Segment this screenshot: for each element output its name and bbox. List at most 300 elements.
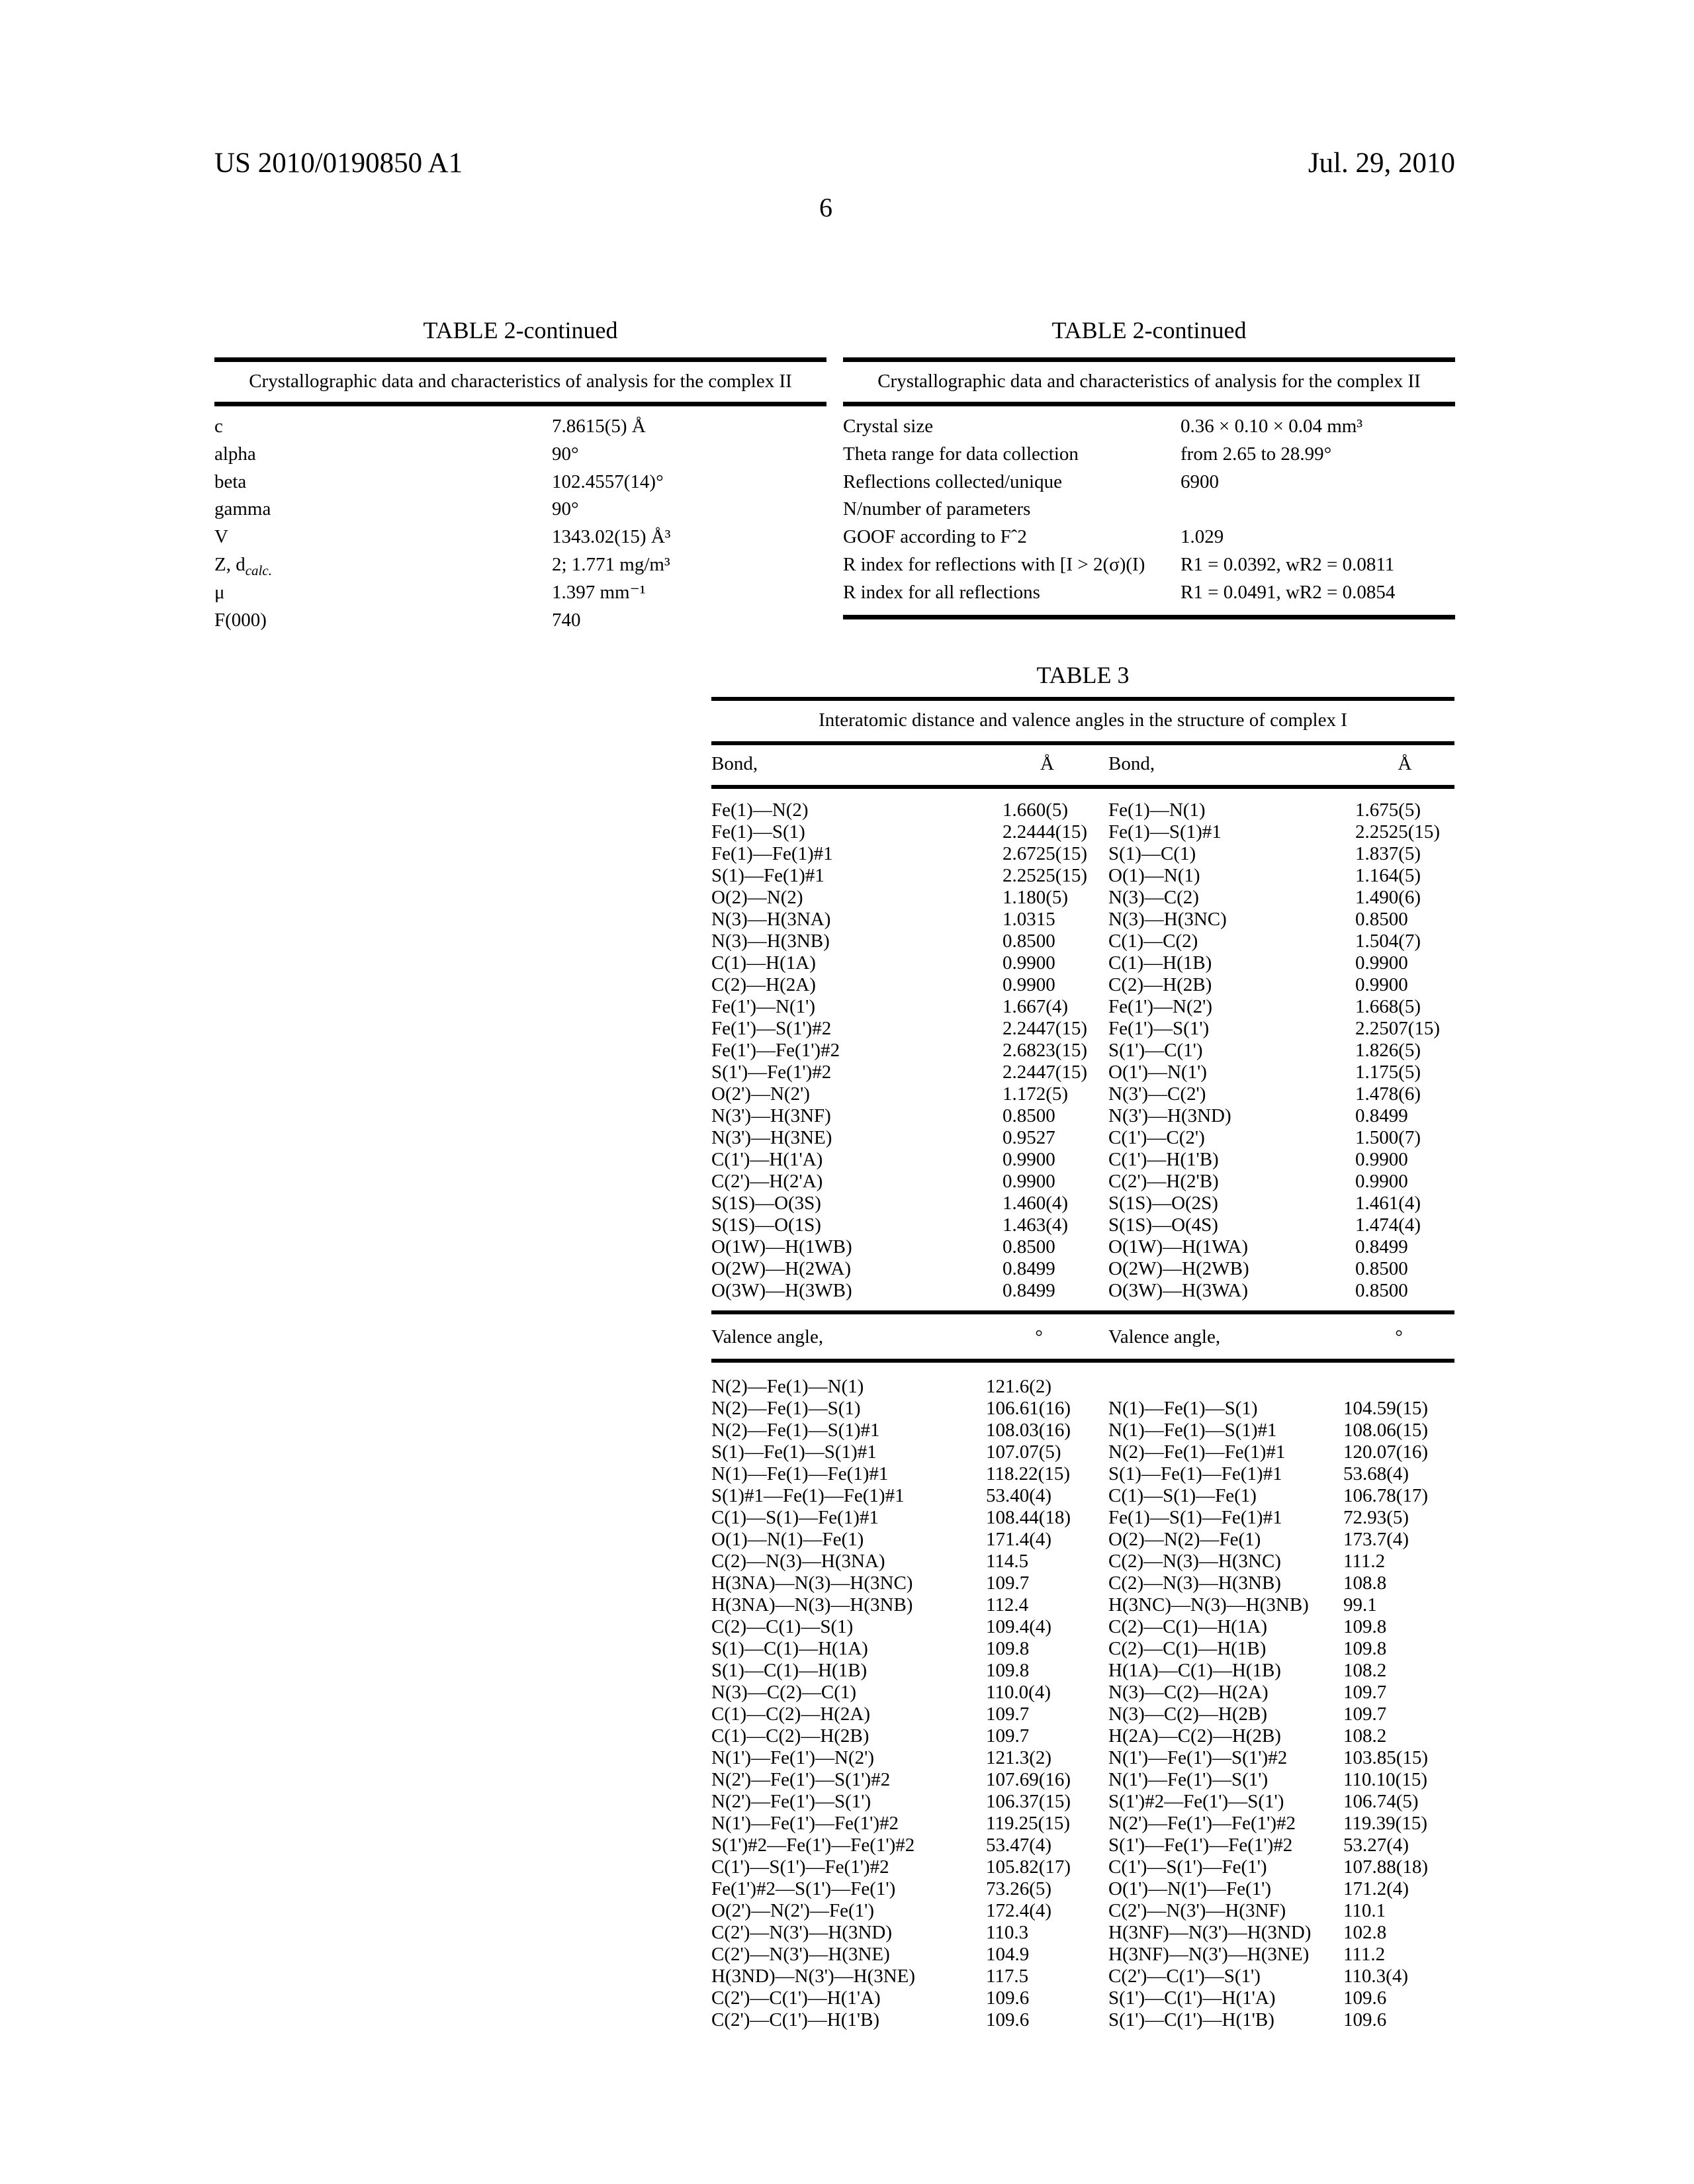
angle-2-value: 111.2 xyxy=(1343,1944,1386,1965)
bond-2-distance: 0.8499 xyxy=(1355,1236,1408,1257)
table-row xyxy=(843,526,1455,554)
patent-number: US 2010/0190850 A1 xyxy=(214,148,463,179)
bond-1-distance: 1.463(4) xyxy=(1003,1214,1069,1236)
bond-2-distance: 1.175(5) xyxy=(1355,1062,1421,1083)
bond-row xyxy=(711,909,1454,931)
angle-2: S(1')#2—Fe(1')—S(1') xyxy=(1108,1791,1284,1812)
angle-1-value: 108.03(16) xyxy=(986,1420,1071,1441)
angle-2-value: 108.2 xyxy=(1343,1660,1387,1681)
row-label: Crystal size xyxy=(843,416,934,437)
angle-2: N(1')—Fe(1')—S(1')#2 xyxy=(1108,1747,1288,1768)
angle-2-value: 108.8 xyxy=(1343,1572,1387,1594)
angle-row xyxy=(711,1485,1454,1507)
angle-row xyxy=(711,1572,1454,1594)
angle-row xyxy=(711,1376,1454,1398)
bond-1-distance: 2.2444(15) xyxy=(1003,821,1088,842)
angle-1-value: 109.7 xyxy=(986,1704,1030,1725)
angle-row xyxy=(711,1682,1454,1704)
row-value: R1 = 0.0491, wR2 = 0.0854 xyxy=(1181,581,1396,603)
bond-row xyxy=(711,1171,1454,1193)
angle-2-value: 173.7(4) xyxy=(1343,1529,1409,1550)
angle-1-value: 118.22(15) xyxy=(986,1463,1070,1484)
angle-1: S(1)—Fe(1)—S(1)#1 xyxy=(711,1441,877,1463)
angle-2-value: 53.68(4) xyxy=(1343,1463,1409,1484)
table-rule xyxy=(214,402,826,406)
angle-2: C(2)—C(1)—H(1B) xyxy=(1108,1638,1267,1659)
bond-1: Fe(1')—Fe(1')#2 xyxy=(711,1040,840,1061)
bond-2: O(2W)—H(2WB) xyxy=(1108,1258,1249,1279)
bond-2: N(3)—H(3NC) xyxy=(1108,909,1227,930)
bond-row xyxy=(711,821,1454,843)
bond-1-distance: 2.2447(15) xyxy=(1003,1062,1088,1083)
angle-2-value: 109.8 xyxy=(1343,1616,1387,1637)
bond-row xyxy=(711,1105,1454,1127)
angle-1-value: 121.3(2) xyxy=(986,1747,1052,1768)
bond-2-distance: 1.500(7) xyxy=(1355,1127,1421,1148)
table-rule xyxy=(214,357,826,362)
angle-1: S(1)—C(1)—H(1A) xyxy=(711,1638,868,1659)
table-rule xyxy=(711,1359,1454,1363)
angle-1-value: 109.8 xyxy=(986,1660,1030,1681)
bond-row xyxy=(711,1018,1454,1040)
bond-row xyxy=(711,974,1454,996)
table-row xyxy=(214,416,826,443)
bond-2: S(1)—C(1) xyxy=(1108,843,1196,864)
bond-1-distance: 2.2525(15) xyxy=(1003,865,1088,886)
angle-2: H(2A)—C(2)—H(2B) xyxy=(1108,1725,1281,1747)
bond-2-distance: 0.9900 xyxy=(1355,1171,1408,1192)
bond-1: O(2')—N(2') xyxy=(711,1083,810,1105)
angle-row xyxy=(711,1966,1454,1987)
angle-2: N(1')—Fe(1')—S(1') xyxy=(1108,1769,1269,1790)
angle-col1-header: Valence angle, xyxy=(711,1326,824,1347)
angle-1: S(1')#2—Fe(1')—Fe(1')#2 xyxy=(711,1835,915,1856)
bond-row xyxy=(711,1062,1454,1083)
bond-2: N(3)—C(2) xyxy=(1108,887,1199,908)
bond-2: O(3W)—H(3WA) xyxy=(1108,1280,1248,1301)
angle-row xyxy=(711,1616,1454,1638)
bond-2: O(1)—N(1) xyxy=(1108,865,1200,886)
table-row xyxy=(214,610,826,637)
table-row xyxy=(843,554,1455,582)
bond-1: S(1')—Fe(1')#2 xyxy=(711,1062,832,1083)
row-value: 90° xyxy=(552,443,579,465)
bond-2: N(3')—C(2') xyxy=(1108,1083,1206,1105)
bond-1: S(1S)—O(1S) xyxy=(711,1214,821,1236)
bond-1: N(3')—H(3NE) xyxy=(711,1127,832,1148)
table-row xyxy=(214,582,826,610)
angle-1: O(1)—N(1)—Fe(1) xyxy=(711,1529,864,1550)
bond-1-distance: 0.8500 xyxy=(1003,1105,1055,1126)
angle-1-value: 107.07(5) xyxy=(986,1441,1061,1463)
bond-1-distance: 1.667(4) xyxy=(1003,996,1069,1017)
table-subtitle: Crystallographic data and characteristics of analysis for the complex II xyxy=(877,371,1421,392)
row-value: 7.8615(5) Å xyxy=(552,416,646,437)
bond-1-distance: 2.2447(15) xyxy=(1003,1018,1088,1039)
angle-row xyxy=(711,1769,1454,1791)
angle-1-value: 104.9 xyxy=(986,1944,1030,1965)
bond-row xyxy=(711,843,1454,865)
angle-1-value: 112.4 xyxy=(986,1594,1029,1615)
table-rows xyxy=(214,416,826,637)
bond-row xyxy=(711,865,1454,887)
bond-1-distance: 0.9900 xyxy=(1003,952,1055,974)
bond-2: C(1)—C(2) xyxy=(1108,931,1198,952)
row-label: Theta range for data collection xyxy=(843,443,1079,465)
bond-1: O(2)—N(2) xyxy=(711,887,803,908)
table-subtitle: Crystallographic data and characteristics of analysis for the complex II xyxy=(249,371,792,392)
angle-2: O(1')—N(1')—Fe(1') xyxy=(1108,1878,1272,1899)
angle-1-value: 110.3 xyxy=(986,1922,1029,1943)
angle-1-value: 107.69(16) xyxy=(986,1769,1071,1790)
bond-unit2-header: Å xyxy=(1398,753,1412,774)
row-value: 740 xyxy=(552,609,581,631)
angle-2 xyxy=(1108,1376,1343,1398)
angle-1-value: 109.6 xyxy=(986,1987,1030,2009)
bond-2: Fe(1)—N(1) xyxy=(1108,799,1206,821)
bond-1-distance: 0.8499 xyxy=(1003,1280,1055,1301)
row-label: R index for all reflections xyxy=(843,581,1040,603)
bond-row xyxy=(711,996,1454,1018)
bond-2: Fe(1')—N(2') xyxy=(1108,996,1213,1017)
bond-2: C(1)—H(1B) xyxy=(1108,952,1212,974)
row-label: alpha xyxy=(214,443,256,465)
bond-1-distance: 1.172(5) xyxy=(1003,1083,1069,1105)
angle-2: C(2')—C(1')—S(1') xyxy=(1108,1966,1261,1987)
row-value: 6900 xyxy=(1181,471,1219,492)
angle-rows xyxy=(711,1376,1454,2031)
angle-2-value: 102.8 xyxy=(1343,1922,1387,1943)
bond-2-distance: 1.668(5) xyxy=(1355,996,1421,1017)
angle-row xyxy=(711,1835,1454,1856)
bond-2-distance: 1.490(6) xyxy=(1355,887,1421,908)
bond-1-distance: 1.460(4) xyxy=(1003,1193,1069,1214)
angle-2: C(2')—N(3')—H(3NF) xyxy=(1108,1900,1286,1921)
angle-2: S(1')—C(1')—H(1'B) xyxy=(1108,2009,1274,2030)
bond-2: C(2')—H(2'B) xyxy=(1108,1171,1219,1192)
bond-1-distance: 0.9900 xyxy=(1003,974,1055,995)
angle-row xyxy=(711,1878,1454,1900)
row-label: N/number of parameters xyxy=(843,498,1031,520)
table-row xyxy=(214,526,826,554)
bond-row xyxy=(711,1149,1454,1171)
bond-2-distance: 0.9900 xyxy=(1355,952,1408,974)
row-value: 1.397 mm⁻¹ xyxy=(552,581,646,603)
bond-2: C(1')—C(2') xyxy=(1108,1127,1205,1148)
row-value: 0.36 × 0.10 × 0.04 mm³ xyxy=(1181,416,1363,437)
angle-2: C(2)—C(1)—H(1A) xyxy=(1108,1616,1268,1637)
angle-row xyxy=(711,1660,1454,1682)
row-label: c xyxy=(214,416,223,437)
row-value: 1343.02(15) Å³ xyxy=(552,526,671,548)
table3 xyxy=(711,662,1454,2031)
angle-2: C(1')—S(1')—Fe(1') xyxy=(1108,1856,1267,1878)
publication-date: Jul. 29, 2010 xyxy=(1308,148,1455,179)
row-value: 2; 1.771 mg/m³ xyxy=(552,553,670,575)
angle-2: N(2)—Fe(1)—Fe(1)#1 xyxy=(1108,1441,1286,1463)
bond-1-distance: 0.9900 xyxy=(1003,1149,1055,1170)
angle-row xyxy=(711,1725,1454,1747)
bond-2-distance: 0.8500 xyxy=(1355,1280,1408,1301)
angle-row xyxy=(711,1987,1454,2009)
table-row xyxy=(843,416,1455,443)
angle-1-value: 53.47(4) xyxy=(986,1835,1052,1856)
angle-1: C(2')—C(1')—H(1'A) xyxy=(711,1987,881,2009)
bond-row xyxy=(711,1258,1454,1280)
table-rows xyxy=(843,416,1455,610)
row-label: V xyxy=(214,526,228,548)
bond-1: S(1S)—O(3S) xyxy=(711,1193,821,1214)
angle-2-value: 109.8 xyxy=(1343,1638,1387,1659)
angle-2-value: 53.27(4) xyxy=(1343,1835,1409,1856)
bond-2: N(3')—H(3ND) xyxy=(1108,1105,1231,1126)
bond-2: C(2)—H(2B) xyxy=(1108,974,1212,995)
angle-1-value: 110.0(4) xyxy=(986,1682,1051,1703)
row-label: GOOF according to Fˆ2 xyxy=(843,526,1027,548)
angle-col2-header: Valence angle, xyxy=(1108,1326,1221,1347)
bond-header-row xyxy=(711,753,1454,775)
bond-2: O(1')—N(1') xyxy=(1108,1062,1207,1083)
row-label: beta xyxy=(214,471,247,492)
angle-1: C(1')—S(1')—Fe(1')#2 xyxy=(711,1856,889,1878)
angle-2-value: 107.88(18) xyxy=(1343,1856,1429,1878)
angle-2-value: 109.6 xyxy=(1343,2009,1387,2030)
angle-2: H(3NF)—N(3')—H(3NE) xyxy=(1108,1944,1310,1965)
angle-2-value: 110.3(4) xyxy=(1343,1966,1408,1987)
angle-1: O(2')—N(2')—Fe(1') xyxy=(711,1900,875,1921)
bond-2: S(1')—C(1') xyxy=(1108,1040,1203,1061)
angle-2-value xyxy=(1343,1376,1454,1398)
table-rule xyxy=(711,741,1454,745)
angle-row xyxy=(711,1551,1454,1572)
angle-1-value: 109.8 xyxy=(986,1638,1030,1659)
bond-1-distance: 0.8500 xyxy=(1003,1236,1055,1257)
bond-1: Fe(1')—N(1') xyxy=(711,996,816,1017)
angle-2-value: 119.39(15) xyxy=(1343,1813,1427,1834)
angle-row xyxy=(711,1791,1454,1813)
angle-row xyxy=(711,1441,1454,1463)
bond-row xyxy=(711,1127,1454,1149)
angle-unit1-header: ° xyxy=(1035,1326,1043,1347)
bond-1-distance: 2.6725(15) xyxy=(1003,843,1088,864)
bond-2-distance: 0.9900 xyxy=(1355,974,1408,995)
angle-1-value: 106.37(15) xyxy=(986,1791,1071,1812)
angle-2: H(1A)—C(1)—H(1B) xyxy=(1108,1660,1281,1681)
angle-1: C(2')—N(3')—H(3ND) xyxy=(711,1922,893,1943)
table-rule xyxy=(843,615,1455,619)
angle-1: C(2)—C(1)—S(1) xyxy=(711,1616,854,1637)
angle-1: N(2)—Fe(1)—S(1)#1 xyxy=(711,1420,880,1441)
angle-1-value: 109.4(4) xyxy=(986,1616,1052,1637)
angle-2: Fe(1)—S(1)—Fe(1)#1 xyxy=(1108,1507,1282,1528)
bond-2-distance: 1.837(5) xyxy=(1355,843,1421,864)
bond-2: Fe(1)—S(1)#1 xyxy=(1108,821,1222,842)
angle-1: C(1)—C(2)—H(2A) xyxy=(711,1704,871,1725)
angle-1-value: 109.7 xyxy=(986,1572,1030,1594)
angle-2-value: 108.2 xyxy=(1343,1725,1387,1747)
bond-2: S(1S)—O(2S) xyxy=(1108,1193,1218,1214)
angle-2: H(3NF)—N(3')—H(3ND) xyxy=(1108,1922,1312,1943)
angle-2: N(1)—Fe(1)—S(1)#1 xyxy=(1108,1420,1277,1441)
bond-row xyxy=(711,1193,1454,1214)
angle-row xyxy=(711,1529,1454,1551)
angle-1: H(3NA)—N(3)—H(3NC) xyxy=(711,1572,913,1594)
row-value: 90° xyxy=(552,498,579,520)
bond-1-distance: 1.660(5) xyxy=(1003,799,1069,821)
angle-2: C(2)—N(3)—H(3NB) xyxy=(1108,1572,1281,1594)
table-row xyxy=(843,582,1455,610)
angle-2-value: 110.1 xyxy=(1343,1900,1386,1921)
table-rule xyxy=(843,357,1455,362)
angle-1-value: 106.61(16) xyxy=(986,1398,1071,1419)
angle-1: C(2)—N(3)—H(3NA) xyxy=(711,1551,885,1572)
angle-row xyxy=(711,1704,1454,1725)
angle-1: Fe(1')#2—S(1')—Fe(1') xyxy=(711,1878,896,1899)
angle-1-value: 109.6 xyxy=(986,2009,1030,2030)
bond-1: Fe(1)—Fe(1)#1 xyxy=(711,843,833,864)
table2-continued-left xyxy=(214,316,826,637)
angle-1: N(2')—Fe(1')—S(1')#2 xyxy=(711,1769,891,1790)
bond-row xyxy=(711,931,1454,952)
angle-row xyxy=(711,1813,1454,1835)
angle-2-value: 109.7 xyxy=(1343,1682,1387,1703)
angle-1: N(3)—C(2)—C(1) xyxy=(711,1682,857,1703)
angle-row xyxy=(711,1856,1454,1878)
bond-2: S(1S)—O(4S) xyxy=(1108,1214,1218,1236)
angle-unit2-header: ° xyxy=(1395,1326,1403,1347)
row-label: gamma xyxy=(214,498,271,520)
angle-1: N(2)—Fe(1)—S(1) xyxy=(711,1398,861,1419)
table-row xyxy=(214,443,826,471)
table-row xyxy=(843,498,1455,526)
bond-2-distance: 1.164(5) xyxy=(1355,865,1421,886)
bond-1: N(3')—H(3NF) xyxy=(711,1105,831,1126)
row-label: Z, $d_{calc.}$ xyxy=(214,553,272,578)
row-label: Reflections collected/unique xyxy=(843,471,1062,492)
bond-1: Fe(1')—S(1')#2 xyxy=(711,1018,832,1039)
row-value: from 2.65 to 28.99° xyxy=(1181,443,1332,465)
table-title: TABLE 3 xyxy=(1036,662,1130,688)
bond-2-distance: 2.2525(15) xyxy=(1355,821,1441,842)
angle-2-value: 109.6 xyxy=(1343,1987,1387,2009)
bond-2-distance: 1.478(6) xyxy=(1355,1083,1421,1105)
angle-2-value: 103.85(15) xyxy=(1343,1747,1429,1768)
bond-row xyxy=(711,1236,1454,1258)
angle-2-value: 120.07(16) xyxy=(1343,1441,1429,1463)
bond-2-distance: 0.8500 xyxy=(1355,1258,1408,1279)
row-value: 102.4557(14)° xyxy=(552,471,664,492)
angle-1: N(1')—Fe(1')—N(2') xyxy=(711,1747,875,1768)
angle-1-value: 108.44(18) xyxy=(986,1507,1071,1528)
bond-unit1-header: Å xyxy=(1040,753,1054,774)
angle-row xyxy=(711,1638,1454,1660)
angle-2-value: 106.78(17) xyxy=(1343,1485,1429,1506)
bond-2-distance: 0.8500 xyxy=(1355,909,1408,930)
table-row xyxy=(214,498,826,526)
angle-row xyxy=(711,1747,1454,1769)
angle-row xyxy=(711,1420,1454,1441)
angle-1-value: 172.4(4) xyxy=(986,1900,1052,1921)
angle-1-value: 121.6(2) xyxy=(986,1376,1052,1397)
bond-1-distance: 1.0315 xyxy=(1003,909,1055,930)
angle-1: S(1)—C(1)—H(1B) xyxy=(711,1660,868,1681)
bond-2: O(1W)—H(1WA) xyxy=(1108,1236,1248,1257)
angle-2: O(2)—N(2)—Fe(1) xyxy=(1108,1529,1261,1550)
angle-2-value: 109.7 xyxy=(1343,1704,1387,1725)
bond-1: C(2')—H(2'A) xyxy=(711,1171,823,1192)
angle-2-value: 104.59(15) xyxy=(1343,1398,1429,1419)
bond-2-distance: 1.826(5) xyxy=(1355,1040,1421,1061)
angle-row xyxy=(711,1507,1454,1529)
row-value: R1 = 0.0392, wR2 = 0.0811 xyxy=(1181,553,1395,575)
angle-1-value: 73.26(5) xyxy=(986,1878,1052,1899)
angle-1-value: 117.5 xyxy=(986,1966,1029,1987)
angle-2-value: 72.93(5) xyxy=(1343,1507,1409,1528)
angle-2-value: 108.06(15) xyxy=(1343,1420,1429,1441)
bond-row xyxy=(711,952,1454,974)
table-rule xyxy=(711,1310,1454,1314)
bond-1: Fe(1)—S(1) xyxy=(711,821,805,842)
bond-2-distance: 1.675(5) xyxy=(1355,799,1421,821)
table2-continued-right xyxy=(843,316,1455,619)
bond-row xyxy=(711,1083,1454,1105)
row-value: 1.029 xyxy=(1181,526,1224,548)
angle-1-value: 171.4(4) xyxy=(986,1529,1052,1550)
angle-2: S(1')—Fe(1')—Fe(1')#2 xyxy=(1108,1835,1293,1856)
bond-1: C(2)—H(2A) xyxy=(711,974,816,995)
angle-2-value: 106.74(5) xyxy=(1343,1791,1419,1812)
row-label: F(000) xyxy=(214,609,267,631)
bond-1: C(1)—H(1A) xyxy=(711,952,816,974)
angle-1: C(1)—C(2)—H(2B) xyxy=(711,1725,869,1747)
table-rule xyxy=(843,402,1455,406)
bond-1: N(3)—H(3NB) xyxy=(711,931,830,952)
angle-row xyxy=(711,1594,1454,1616)
bond-col1-header: Bond, xyxy=(711,753,758,774)
angle-1: N(2)—Fe(1)—N(1) xyxy=(711,1376,864,1397)
bond-1-distance: 0.8500 xyxy=(1003,931,1055,952)
bond-2-distance: 1.461(4) xyxy=(1355,1193,1421,1214)
angle-row xyxy=(711,2009,1454,2031)
bond-2: Fe(1')—S(1') xyxy=(1108,1018,1210,1039)
table-title: TABLE 2-continued xyxy=(1051,317,1247,343)
angle-1-value: 53.40(4) xyxy=(986,1485,1052,1506)
angle-header-row xyxy=(711,1326,1454,1348)
angle-2: N(3)—C(2)—H(2B) xyxy=(1108,1704,1268,1725)
angle-1-value: 114.5 xyxy=(986,1551,1029,1572)
bond-2-distance: 0.9900 xyxy=(1355,1149,1408,1170)
table-row xyxy=(214,554,826,582)
bond-1-distance: 2.6823(15) xyxy=(1003,1040,1088,1061)
bond-rows xyxy=(711,799,1454,1302)
angle-2: N(1)—Fe(1)—S(1) xyxy=(1108,1398,1258,1419)
bond-col2-header: Bond, xyxy=(1108,753,1155,774)
bond-2-distance: 1.474(4) xyxy=(1355,1214,1421,1236)
table-row xyxy=(843,443,1455,471)
angle-row xyxy=(711,1463,1454,1485)
angle-row xyxy=(711,1398,1454,1420)
bond-row xyxy=(711,1280,1454,1302)
angle-1: H(3NA)—N(3)—H(3NB) xyxy=(711,1594,913,1615)
table-title: TABLE 2-continued xyxy=(423,317,618,343)
bond-row xyxy=(711,799,1454,821)
bond-1-distance: 0.9900 xyxy=(1003,1171,1055,1192)
bond-1-distance: 0.9527 xyxy=(1003,1127,1055,1148)
bond-1: O(3W)—H(3WB) xyxy=(711,1280,852,1301)
row-label: R index for reflections with [I > 2(σ)(I) xyxy=(843,553,1145,575)
bond-1: N(3)—H(3NA) xyxy=(711,909,831,930)
angle-2: S(1)—Fe(1)—Fe(1)#1 xyxy=(1108,1463,1282,1484)
